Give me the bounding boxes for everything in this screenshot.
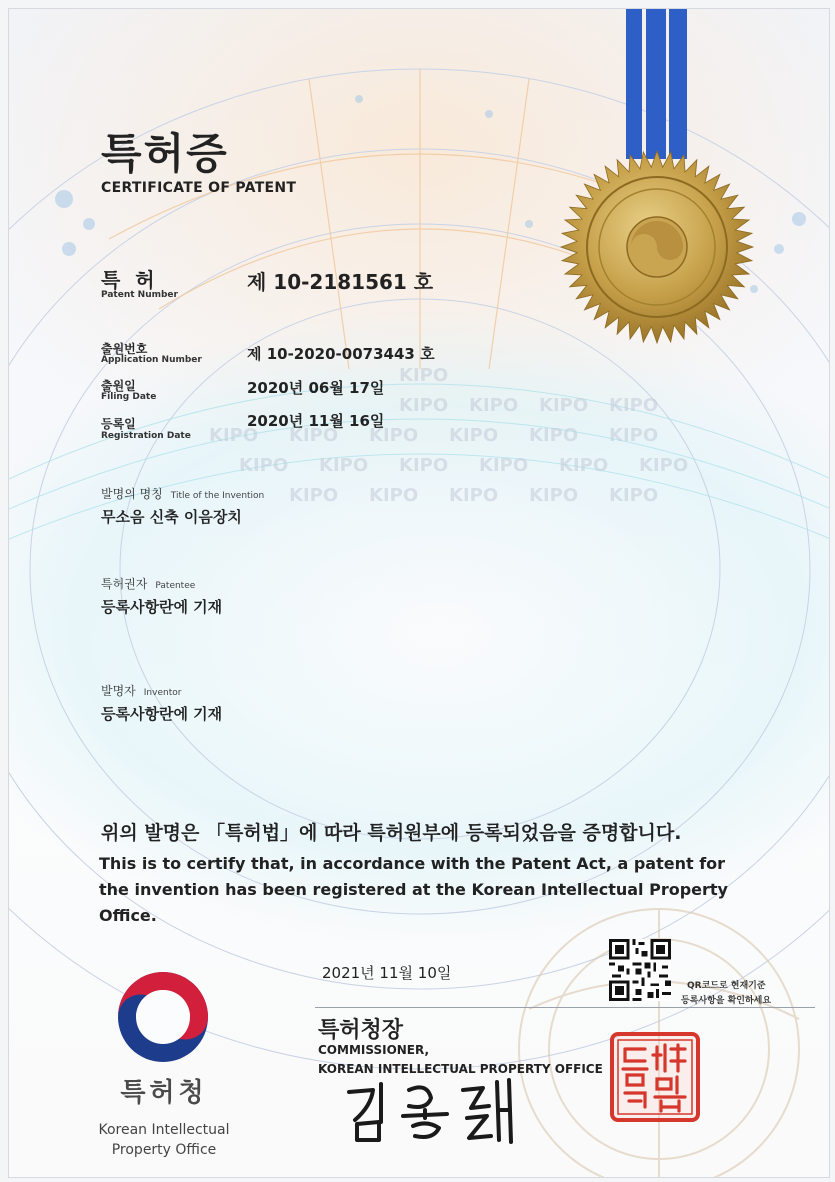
application-number-value: 제 10-2020-0073443 호 [247,345,435,363]
svg-text:KIPO: KIPO [469,395,519,416]
qr-caption-line2: 등록사항을 확인하세요 [681,996,772,1006]
ribbon [626,9,642,159]
filing-date-label: 출원일 [101,379,136,393]
commissioner-title-en-line1: COMMISSIONER, [318,1043,430,1057]
gold-seal-icon [557,147,757,347]
patentee-label [101,575,195,592]
filing-date-label-en: Filing Date [101,392,157,402]
commissioner-title-ko: 특허청장 [318,1018,404,1043]
patentee-label-en: Patentee [155,581,196,591]
registration-date-label: 등록일 [101,417,136,431]
office-logo-icon [113,967,213,1067]
patent-number-label-en: Patent Number [101,290,178,300]
svg-text:KIPO: KIPO [479,455,529,476]
svg-text:KIPO: KIPO [539,395,589,416]
svg-text:KIPO: KIPO [609,485,659,506]
issue-date: 2021년 11월 10일 [322,964,452,982]
svg-text:KIPO: KIPO [609,425,659,446]
inventor-value: 등록사항란에 기재 [101,705,223,723]
invention-title-label-en: Title of the Invention [170,491,265,501]
svg-text:KIPO: KIPO [209,425,259,446]
inventor-label [101,682,181,699]
official-stamp-icon [609,1031,701,1123]
patentee-label-ko: 특허권자 [101,577,148,591]
signature-divider [315,1007,815,1008]
svg-text:KIPO: KIPO [399,365,449,386]
svg-text:KIPO: KIPO [319,455,369,476]
svg-text:KIPO: KIPO [529,425,579,446]
application-number-label: 출원번호 [101,342,148,356]
invention-title-label-ko: 발명의 명칭 [101,487,163,501]
office-name-ko: 특허청 [120,1078,208,1108]
certificate-title-en: CERTIFICATE OF PATENT [101,180,297,196]
filing-date-value: 2020년 06월 17일 [247,379,385,397]
svg-text:KIPO: KIPO [559,455,609,476]
certificate-sheet [8,8,830,1178]
registration-date-value: 2020년 11월 16일 [247,412,385,430]
svg-text:KIPO: KIPO [369,425,419,446]
svg-text:KIPO: KIPO [289,425,339,446]
certificate-title: 특허증 [101,129,229,178]
office-name-en-line1: Korean Intellectual [98,1122,230,1138]
inventor-label-ko: 발명자 [101,684,136,698]
svg-text:KIPO: KIPO [449,425,499,446]
office-name-en-line2: Property Office [111,1142,217,1158]
patent-number-label: 특 허 [101,268,159,292]
ribbon [646,9,666,159]
invention-title-label [101,485,264,502]
svg-text:KIPO: KIPO [399,395,449,416]
svg-text:KIPO: KIPO [239,455,289,476]
inventor-label-en: Inventor [143,688,182,698]
application-number-label-en: Application Number [101,355,202,365]
patentee-value: 등록사항란에 기재 [101,598,223,616]
qr-code-icon[interactable] [609,939,671,1001]
certification-statement-ko: 위의 발명은 「특허법」에 따라 특허원부에 등록되었음을 증명합니다. [101,822,682,844]
invention-title-value: 무소음 신축 이음장치 [101,508,242,526]
commissioner-signature [343,1076,523,1146]
patent-number-value: 제 10-2181561 호 [247,270,434,294]
svg-text:KIPO: KIPO [289,485,339,506]
svg-text:KIPO: KIPO [609,395,659,416]
commissioner-title-en-line2: KOREAN INTELLECTUAL PROPERTY OFFICE [318,1062,603,1076]
qr-caption-line1: QR코드로 현재기준 [687,981,766,991]
svg-text:KIPO: KIPO [449,485,499,506]
svg-text:KIPO: KIPO [399,455,449,476]
certification-statement-en: This is to certify that, in accordance with the Patent Act, a patent for the invention has been registered at the Korean Intellectual Property Office. [99,854,728,925]
svg-text:KIPO: KIPO [529,485,579,506]
ribbon [669,9,687,159]
registration-date-label-en: Registration Date [101,431,191,441]
svg-text:KIPO: KIPO [369,485,419,506]
svg-text:KIPO: KIPO [639,455,689,476]
